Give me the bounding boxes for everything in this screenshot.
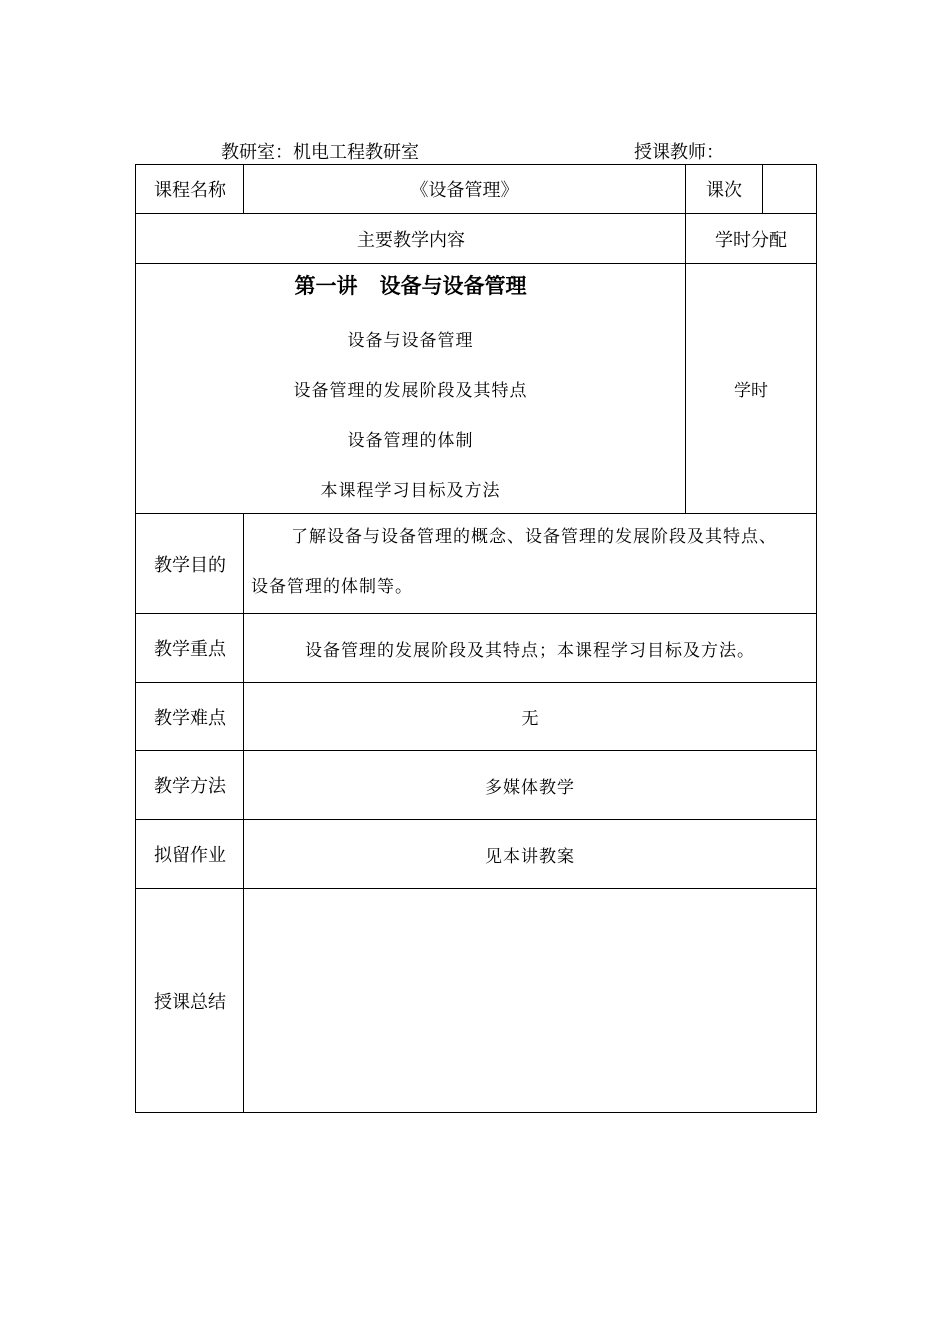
homework-value: 见本讲教案 xyxy=(485,846,575,867)
topic-item: 设备与设备管理 xyxy=(347,331,474,351)
course-name-value: 《设备管理》 xyxy=(410,180,519,201)
topic-item: 设备管理的发展阶段及其特点 xyxy=(293,381,528,401)
teacher-label: 授课教师： xyxy=(634,142,724,163)
topic-item: 设备管理的体制 xyxy=(347,431,474,451)
hours-value: 学时 xyxy=(734,381,768,401)
department-label: 教研室：机电工程教研室 xyxy=(221,142,419,163)
homework-label: 拟留作业 xyxy=(154,845,226,866)
key-points-value: 设备管理的发展阶段及其特点；本课程学习目标及方法。 xyxy=(305,640,755,661)
goal-line-1: 了解设备与设备管理的概念、设备管理的发展阶段及其特点、 xyxy=(291,527,777,547)
summary-label: 授课总结 xyxy=(154,991,226,1013)
session-label: 课次 xyxy=(706,180,742,201)
goal-label: 教学目的 xyxy=(154,554,226,576)
goal-text xyxy=(251,512,813,612)
difficulty-label: 教学难点 xyxy=(154,707,226,729)
summary-value xyxy=(244,889,816,1112)
goal-line-2: 设备管理的体制等。 xyxy=(251,577,413,597)
topic-item: 本课程学习目标及方法 xyxy=(320,481,501,501)
lecture-title: 第一讲 设备与设备管理 xyxy=(294,274,527,298)
method-label: 教学方法 xyxy=(154,776,226,797)
course-name-label: 课程名称 xyxy=(154,180,226,201)
difficulty-value: 无 xyxy=(521,709,539,729)
method-value: 多媒体教学 xyxy=(485,777,575,798)
key-points-label: 教学重点 xyxy=(154,639,226,660)
session-value xyxy=(763,164,816,214)
hours-label: 学时分配 xyxy=(715,229,787,251)
main-content-label: 主要教学内容 xyxy=(357,229,465,251)
